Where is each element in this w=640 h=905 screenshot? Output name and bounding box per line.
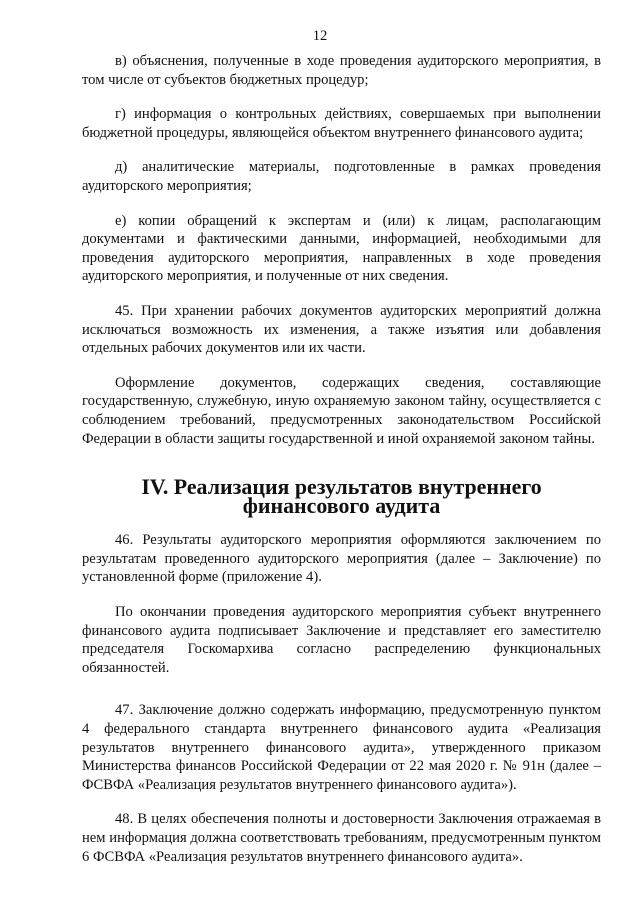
paragraph-v: в) объяснения, полученные в ходе проведения аудиторского мероприятия, в том числе от субъектов бюджетных процедур; [82, 53, 601, 88]
paragraph-48: 48. В целях обеспечения полноты и достоверности Заключения отражаемая в нем информация должна соответствовать требованиям, предусмотренным пунктом 6 ФСВФА «Реализация результатов внутреннего финансового аудита». [82, 811, 601, 865]
paragraph-46: 46. Результаты аудиторского мероприятия оформляются заключением по результатам проведенного аудиторского мероприятия (далее – Заключение) по установленной форме (приложение 4). [82, 532, 601, 586]
paragraph-g: г) информация о контрольных действиях, совершаемых при выполнении бюджетной процедуры, являющейся объектом внутреннего финансового аудита; [82, 106, 601, 141]
paragraph-46-signing: По окончании проведения аудиторского мероприятия субъект внутреннего финансового аудита подписывает Заключение и представляет его заместителю председателя Госкомархива согласно распределению функциональных обязанностей. [82, 604, 601, 676]
section-heading: IV. Реализация результатов внутреннего финансового аудита [141, 474, 542, 518]
paragraph-d: д) аналитические материалы, подготовленные в рамках проведения аудиторского мероприятия; [82, 159, 601, 194]
paragraph-45-secrecy: Оформление документов, содержащих сведения, составляющие государственную, служебную, иную охраняемую законом тайну, осуществляется с соблюдением требований, предусмотренных законодательством Российской Федерации в области защиты государственной и иной охраняемой законом тайны. [82, 374, 601, 447]
page-content [82, 52, 601, 882]
paragraph-47: 47. Заключение должно содержать информацию, предусмотренную пунктом 4 федерального стандарта внутреннего финансового аудита «Реализация результатов внутреннего финансового аудита», утвержденного приказом Министерства финансов Российской Федерации от 22 мая 2020 г. № 91н (далее – ФСВФА «Реализация результатов внутреннего финансового аудита»). [82, 702, 601, 793]
paragraph-45: 45. При хранении рабочих документов аудиторских мероприятий должна исключаться возможность их изменения, а также изъятия или добавления отдельных рабочих документов или их части. [82, 302, 601, 357]
paragraph-e: е) копии обращений к экспертам и (или) к лицам, располагающим документами и фактическими данными, информацией, необходимыми для проведения аудиторского мероприятия, направленных в ходе проведения аудиторского мероприятия, и полученные от них сведения. [82, 212, 601, 285]
page-number: 12 [312, 28, 328, 44]
